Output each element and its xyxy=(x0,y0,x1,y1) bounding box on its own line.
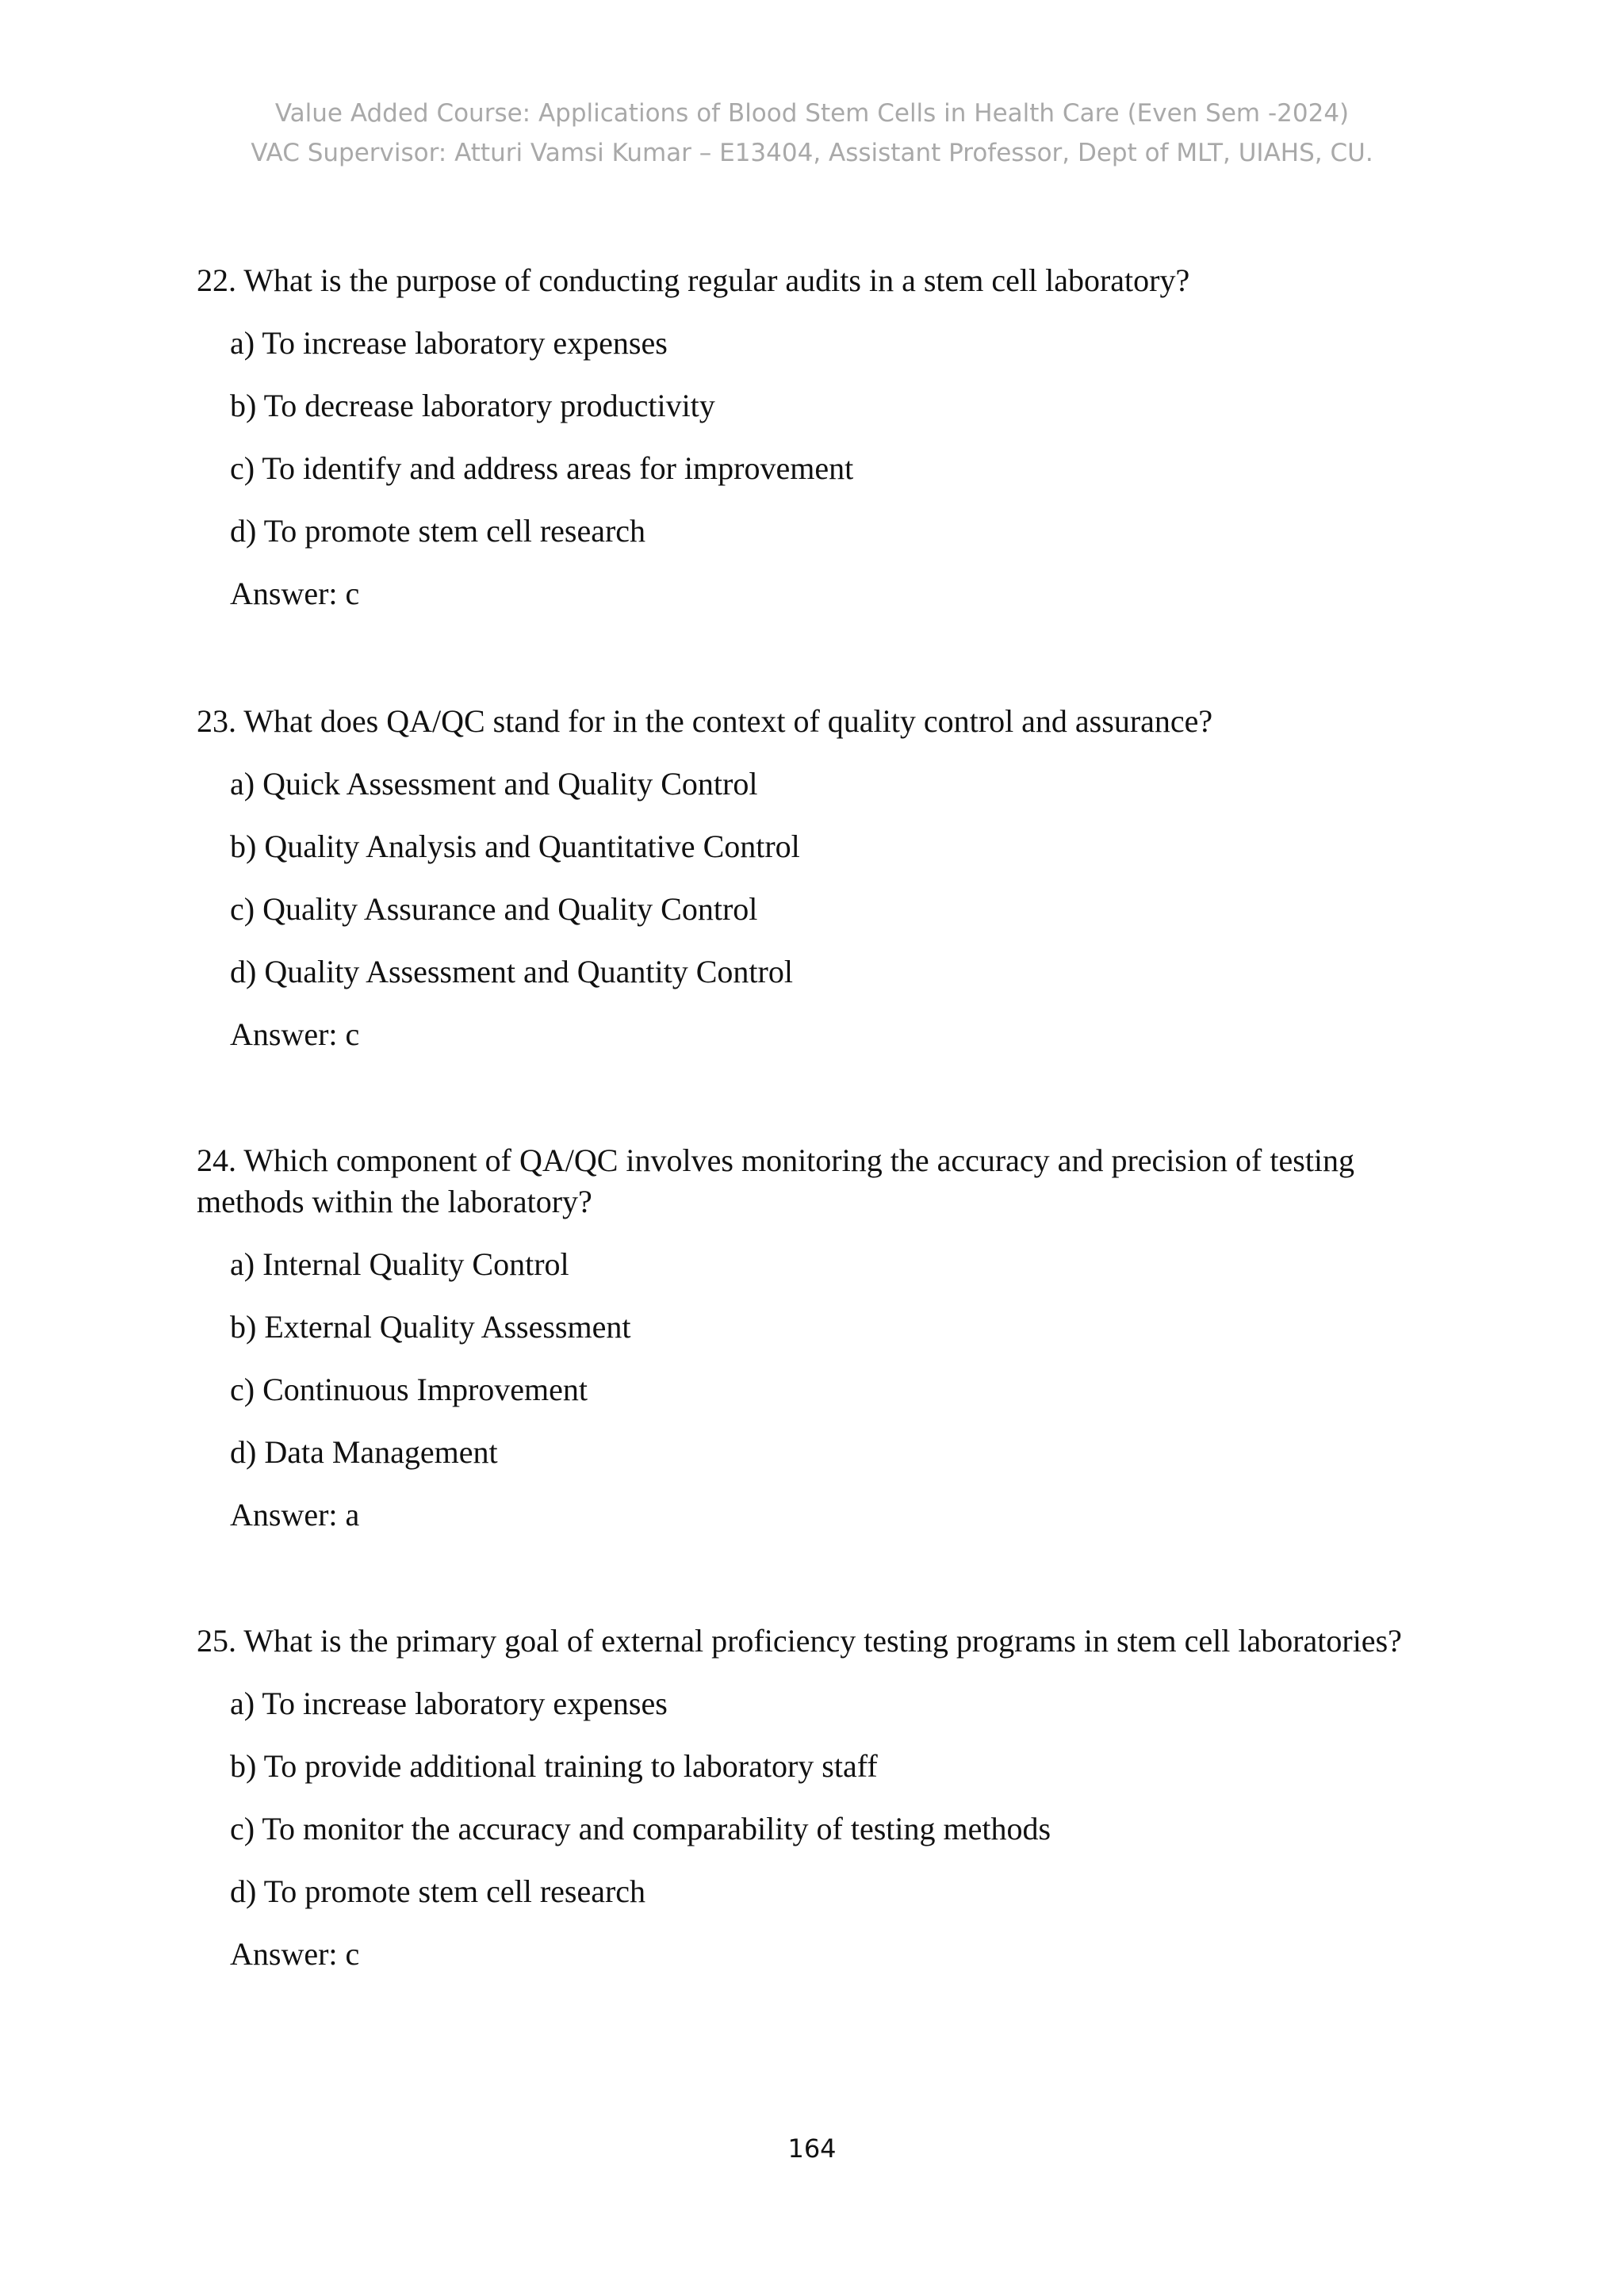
question-text: 23. What does QA/QC stand for in the context of quality control and assurance? xyxy=(197,703,1213,739)
header-course-title: Value Added Course: Applications of Blood Stem Cells in Health Care (Even Sem -2024) xyxy=(274,99,1350,128)
option-c: c) To identify and address areas for improvement xyxy=(230,450,854,486)
option-c: c) Continuous Improvement xyxy=(230,1372,588,1407)
option-d: d) To promote stem cell research xyxy=(230,1873,646,1909)
question-22 xyxy=(197,260,1434,614)
question-text: 24. Which component of QA/QC involves monitoring the accuracy and precision of testing methods within the laboratory? xyxy=(197,1142,1355,1219)
option-b: b) External Quality Assessment xyxy=(230,1309,631,1345)
answer: Answer: c xyxy=(230,1016,360,1052)
option-d: d) Data Management xyxy=(230,1434,498,1470)
option-a: a) To increase laboratory expenses xyxy=(230,325,668,361)
header-supervisor: VAC Supervisor: Atturi Vamsi Kumar – E13404, Assistant Professor, Dept of MLT, UIAHS, CU. xyxy=(251,139,1373,167)
option-c: c) Quality Assurance and Quality Control xyxy=(230,891,758,927)
option-b: b) Quality Analysis and Quantitative Control xyxy=(230,828,800,864)
answer: Answer: c xyxy=(230,1936,360,1972)
question-23 xyxy=(197,701,1434,1055)
question-text: 25. What is the primary goal of external proficiency testing programs in stem cell laboratories? xyxy=(197,1623,1402,1659)
question-24 xyxy=(197,1140,1434,1536)
option-c: c) To monitor the accuracy and comparability of testing methods xyxy=(230,1811,1051,1846)
question-25 xyxy=(197,1621,1434,1975)
option-d: d) To promote stem cell research xyxy=(230,513,646,549)
option-a: a) To increase laboratory expenses xyxy=(230,1686,668,1721)
option-a: a) Internal Quality Control xyxy=(230,1246,569,1282)
page-header xyxy=(0,94,1624,173)
option-a: a) Quick Assessment and Quality Control xyxy=(230,766,758,802)
option-b: b) To provide additional training to laboratory staff xyxy=(230,1748,878,1784)
option-d: d) Quality Assessment and Quantity Control xyxy=(230,954,793,989)
answer: Answer: c xyxy=(230,576,360,611)
answer: Answer: a xyxy=(230,1497,360,1533)
page-number: 164 xyxy=(787,2133,837,2164)
question-text: 22. What is the purpose of conducting regular audits in a stem cell laboratory? xyxy=(197,262,1190,298)
option-b: b) To decrease laboratory productivity xyxy=(230,388,715,423)
